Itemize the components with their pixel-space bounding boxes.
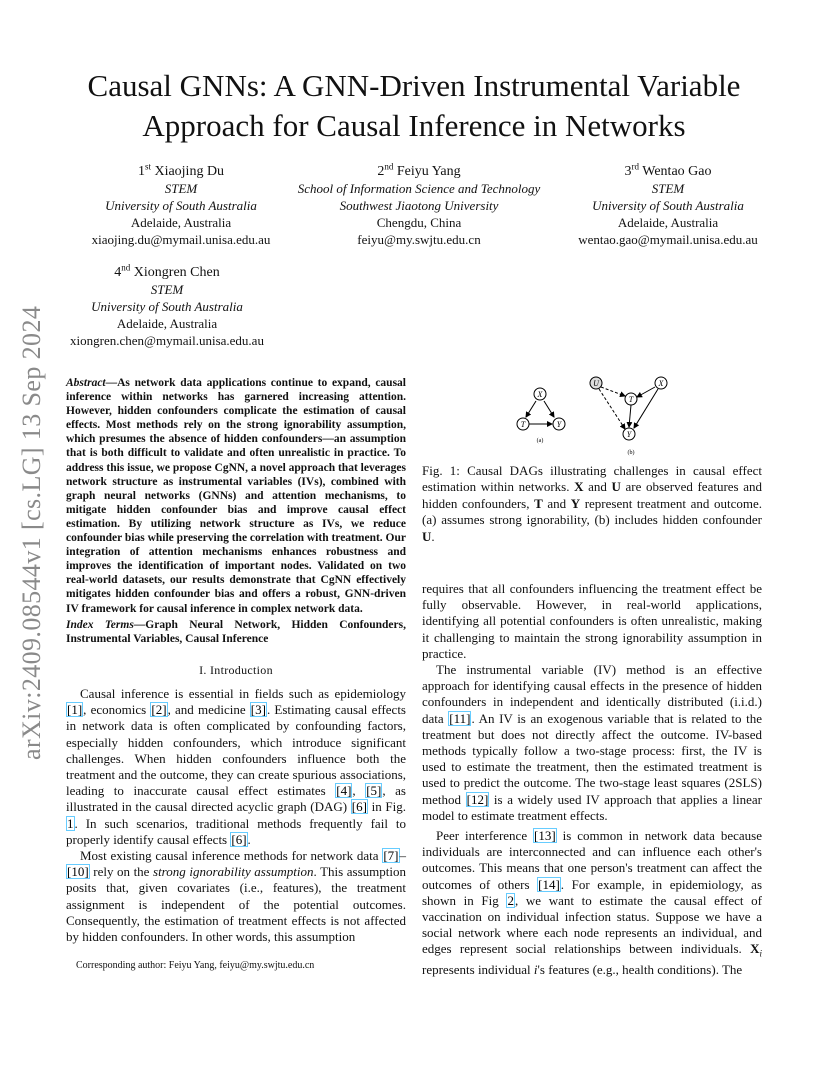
author-institution: University of South Australia — [105, 198, 257, 213]
author-dept: STEM — [150, 282, 184, 297]
author-city: Chengdu, China — [376, 215, 462, 230]
citation-link[interactable]: [11] — [449, 710, 471, 726]
citation-link[interactable]: [4] — [336, 783, 352, 799]
paper-title — [0, 66, 828, 146]
right-paragraph-1: requires that all confounders influencing the treatment effect be fully observable. However, in real-world applications, identifying all potential confounders is often unrealistic, making it challenging to maintain the strong ignorability assumption in practice. — [422, 581, 762, 661]
author-institution: University of South Australia — [592, 198, 744, 213]
left-column — [66, 376, 406, 945]
citation-link[interactable]: [7] — [383, 848, 399, 864]
author-institution: Southwest Jiaotong University — [339, 198, 499, 213]
author-block-1: 1st Xiaojing Du STEM University of South Australia Adelaide, Australia xiaojing.du@mymail.unisa.edu.au — [86, 163, 276, 248]
footnote: Corresponding author: Feiyu Yang, feiyu@my.swjtu.edu.cn — [76, 960, 315, 971]
author-name: Xiongren Chen — [133, 265, 220, 280]
figure-link[interactable]: 2 — [507, 892, 514, 908]
author-dept: School of Information Science and Technology — [297, 181, 541, 196]
node-label: T — [520, 420, 526, 429]
section-heading: I. Introduction — [199, 662, 273, 677]
subfigure-label-b: (b) — [627, 450, 635, 456]
author-block-3: 3rd Wentao Gao STEM University of South Australia Adelaide, Australia wentao.gao@mymail.unisa.edu.au — [568, 163, 768, 248]
author-name: Feiyu Yang — [396, 164, 461, 179]
author-institution: University of South Australia — [91, 299, 243, 314]
author-email: xiongren.chen@mymail.unisa.edu.au — [70, 333, 264, 348]
index-terms-label: Index Terms — [66, 618, 134, 631]
citation-link[interactable]: [2] — [151, 702, 167, 718]
author-city: Adelaide, Australia — [130, 215, 232, 230]
author-city: Adelaide, Australia — [617, 215, 719, 230]
arxiv-identifier: arXiv:2409.08544v1 [cs.LG] 13 Sep 2024 — [17, 305, 46, 760]
citation-link[interactable]: [6] — [231, 831, 247, 847]
intro-paragraph-1: Causal inference is essential in fields such as epidemiology [1], economics [2], and medicine [3]. Estimating causal effects in network data is often complicated by confounding factors, especially hidden confounders, which introduce significant challenges. When hidden confounders influence both the treatment and the outcome, they can create spurious associations, leading to inaccurate causal effect estimates [4], [5], as illustrated in the causal directed acyclic graph (DAG) [6] in Fig. 1. In such scenarios, traditional methods frequently fail to properly identify causal effects [6]. — [66, 685, 406, 847]
node-label: Y — [556, 420, 562, 429]
abstract-text: —As network data applications continue to expand, causal inference within networks has garnered increasing attention. However, hidden confounders complicate the estimation of causal effects. Most methods rely on the strong ignorability assumption, which presumes the absence of hidden confounders—an assumption that is both difficult to validate and often unrealistic in practice. To address this issue, we propose CgNN, a novel approach that leverages network structure as instrumental variables (IVs), combined with graph neural networks (GNNs) and attention mechanisms, to mitigate hidden confounder bias and improve causal effect estimation. By utilizing network structure as IVs, we reduce confounder bias while preserving the correlation with treatment. Our integration of attention mechanisms enhances robustness and improves the identification of important nodes. Validated on two real-world datasets, our results demonstrate that CgNN effectively mitigates hidden confounder bias and offers a robust, GNN-driven IV framework for causal inference in complex network data. — [66, 377, 406, 615]
figure-link[interactable]: 1 — [67, 815, 74, 831]
title-line-1: Causal GNNs: A GNN-Driven Instrumental Variable — [87, 68, 741, 103]
author-block-4: 4nd Xiongren Chen STEM University of South Australia Adelaide, Australia xiongren.chen@mymail.unisa.edu.au — [62, 264, 272, 349]
author-block-2: 2nd Feiyu Yang School of Information Science and Technology Southwest Jiaotong University Chengdu, China feiyu@my.swjtu.edu.cn — [284, 163, 554, 248]
node-label: X — [537, 390, 543, 399]
citation-link[interactable]: [5] — [366, 783, 382, 799]
right-paragraph-3: Peer interference [13] is common in network data because individuals are interconnected and can influence each other's outcomes. This means that one person's treatment can affect the outcomes of others [14]. For example, in epidemiology, as shown in Fig 2, we want to estimate the causal effect of vaccination on individual infection status. Suppose we have a social network where each node represents an individual, and edges represent social relationships between individuals. $X_i$ represents individual i's features (e.g., health conditions). The — [422, 828, 763, 978]
author-city: Adelaide, Australia — [116, 316, 218, 331]
index-terms — [66, 618, 406, 646]
subfigure-label-a: (a) — [536, 438, 544, 444]
dag-b — [590, 377, 667, 456]
causal-dag-figure — [505, 374, 675, 460]
citation-link[interactable]: [6] — [351, 799, 367, 815]
figure-caption: Fig. 1: Causal DAGs illustrating challenges in causal effect estimation within networks. X and U are observed features and hidden confounders, T and Y represent treatment and outcome. (a) assumes strong ignorability, (b) includes hidden confounder U. — [422, 463, 762, 544]
dag-a — [517, 388, 565, 444]
author-email: feiyu@my.swjtu.edu.cn — [357, 232, 481, 247]
right-column — [422, 581, 762, 978]
citation-link[interactable]: [14] — [538, 876, 560, 892]
node-label: X — [658, 379, 664, 388]
right-paragraph-2: The instrumental variable (IV) method is an effective approach for identifying causal effects in the presence of hidden confounders in independent and identically distributed (i.i.d.) data [11]. An IV is an exogenous variable that is related to the treatment but does not directly affect the outcome. IV-based methods typically follow a two-stage process: first, the IV is used to estimate the treatment, then the estimated treatment is used to predict the outcome. The two-stage least squares (2SLS) method [12] is a widely used IV approach that applies a linear model to estimate treatment effects. — [422, 662, 762, 823]
author-email: xiaojing.du@mymail.unisa.edu.au — [91, 232, 271, 247]
citation-link[interactable]: [10] — [67, 864, 89, 880]
author-dept: STEM — [164, 181, 198, 196]
abstract — [66, 376, 406, 616]
citation-link[interactable]: [12] — [466, 791, 489, 807]
node-label: Y — [626, 430, 632, 439]
author-name: Wentao Gao — [642, 164, 712, 179]
citation-link[interactable]: [13] — [534, 828, 556, 844]
author-email: wentao.gao@mymail.unisa.edu.au — [578, 232, 758, 247]
index-terms-text: —Graph Neural Network, Hidden Confounders, Instrumental Variables, Causal Inference — [66, 618, 406, 645]
abstract-label: Abstract — [66, 377, 106, 389]
citation-link[interactable]: [1] — [67, 702, 83, 718]
citation-link[interactable]: [3] — [250, 702, 266, 718]
node-label: T — [628, 395, 634, 404]
title-line-2: Approach for Causal Inference in Networks — [142, 108, 686, 143]
author-name: Xiaojing Du — [154, 164, 225, 179]
intro-paragraph-2: Most existing causal inference methods for network data [7]–[10] rely on the strong ignorability assumption. This assumption posits that, given covariates (i.e., features), the treatment assignment is independent of the potential outcomes. Consequently, the estimation of treatment effects is not affected by hidden confounders. In other words, this assumption — [66, 848, 406, 945]
author-dept: STEM — [651, 181, 685, 196]
node-label: U — [593, 379, 599, 388]
